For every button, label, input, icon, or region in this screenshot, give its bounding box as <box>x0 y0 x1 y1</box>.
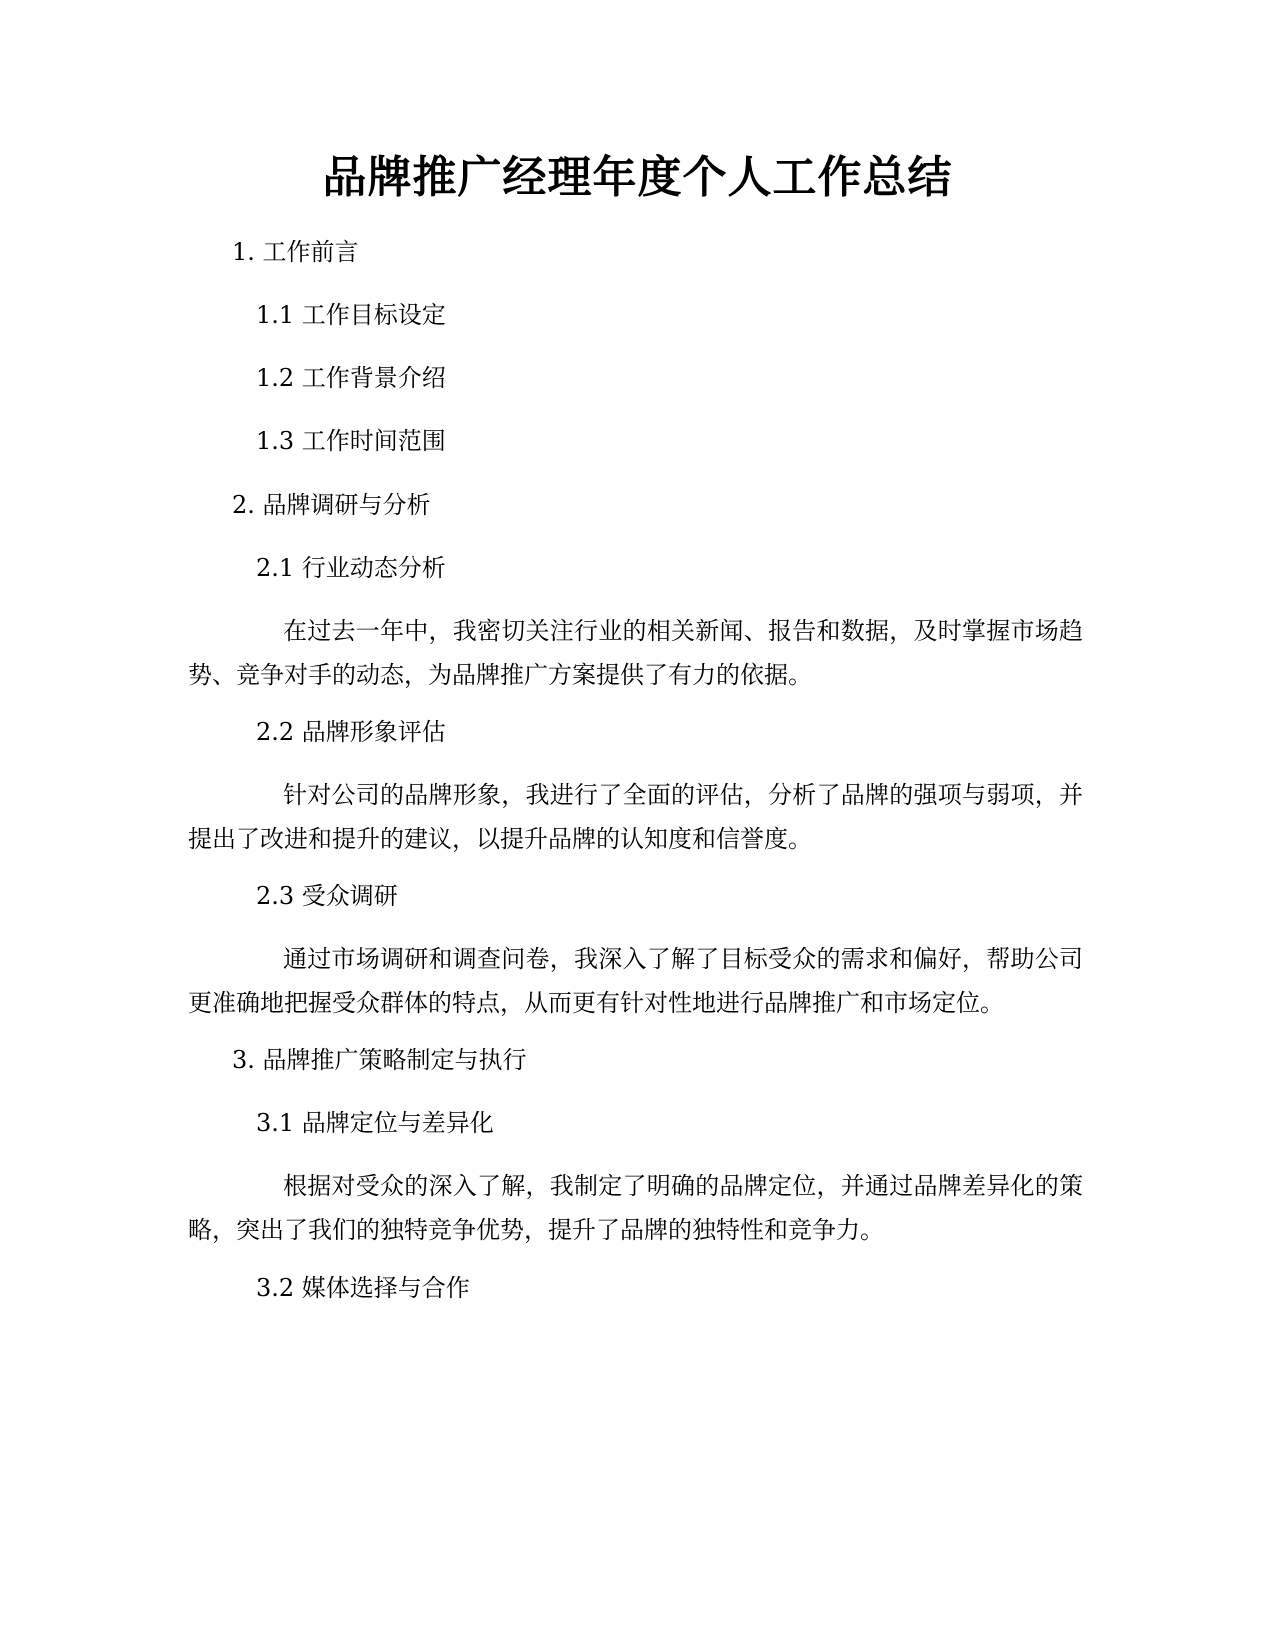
heading-1: 1. 工作前言 <box>232 238 359 266</box>
paragraph-3-1: 根据对受众的深入了解，我制定了明确的品牌定位，并通过品牌差异化的策略，突出了我们的独特竞争优势，提升了品牌的独特性和竞争力。 <box>188 1172 1083 1244</box>
heading-2-2: 2.2 品牌形象评估 <box>256 718 446 746</box>
heading-1-3: 1.3 工作时间范围 <box>256 427 446 455</box>
heading-2: 2. 品牌调研与分析 <box>232 491 431 519</box>
heading-2-1: 2.1 行业动态分析 <box>256 554 446 582</box>
heading-2-3: 2.3 受众调研 <box>256 882 398 910</box>
heading-1-1: 1.1 工作目标设定 <box>256 301 446 329</box>
paragraph-2-3: 通过市场调研和调查问卷，我深入了解了目标受众的需求和偏好，帮助公司更准确地把握受众群体的特点，从而更有针对性地进行品牌推广和市场定位。 <box>188 945 1083 1017</box>
heading-3-2: 3.2 媒体选择与合作 <box>256 1274 470 1302</box>
heading-3-1: 3.1 品牌定位与差异化 <box>256 1109 494 1137</box>
paragraph-2-1: 在过去一年中，我密切关注行业的相关新闻、报告和数据，及时掌握市场趋势、竞争对手的动态，为品牌推广方案提供了有力的依据。 <box>188 617 1083 689</box>
document-title: 品牌推广经理年度个人工作总结 <box>322 152 953 203</box>
paragraph-2-2: 针对公司的品牌形象，我进行了全面的评估，分析了品牌的强项与弱项，并提出了改进和提升的建议，以提升品牌的认知度和信誉度。 <box>188 781 1083 853</box>
heading-1-2: 1.2 工作背景介绍 <box>256 364 446 392</box>
heading-3: 3. 品牌推广策略制定与执行 <box>232 1046 527 1074</box>
